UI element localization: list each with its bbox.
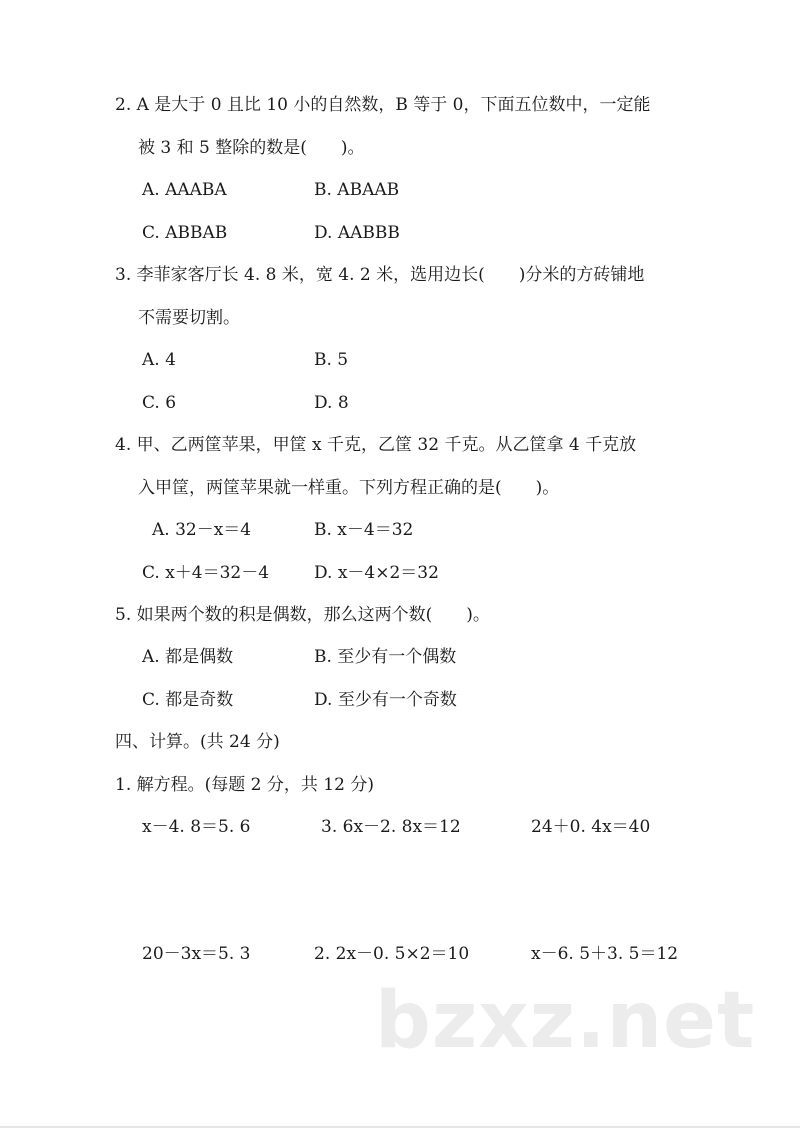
equation-6: x－6. 5＋3. 5＝12 — [531, 944, 679, 964]
equation-4: 20－3x＝5. 3 — [142, 944, 251, 964]
question-3-line-2: 不需要切割。 — [138, 308, 240, 328]
question-2-line-1: 2. A 是大于 0 且比 10 小的自然数，B 等于 0，下面五位数中，一定能 — [115, 95, 651, 115]
equation-2: 3. 6x－2. 8x＝12 — [321, 817, 461, 837]
question-3-option-a: A. 4 — [142, 350, 176, 370]
question-5-option-c: C. 都是奇数 — [142, 690, 234, 710]
equation-1: x－4. 8＝5. 6 — [142, 817, 251, 837]
section-subtitle: 1. 解方程。(每题 2 分，共 12 分) — [115, 775, 374, 795]
question-3-line-1: 3. 李菲家客厅长 4. 8 米，宽 4. 2 米，选用边长( )分米的方砖铺地 — [115, 265, 645, 285]
watermark: bzxz.net — [375, 976, 756, 1066]
equation-3: 24＋0. 4x＝40 — [531, 817, 651, 837]
page-bottom-edge — [0, 1126, 800, 1128]
question-3-option-d: D. 8 — [314, 393, 349, 413]
question-2-option-d: D. AABBB — [314, 223, 400, 243]
question-3-option-c: C. 6 — [142, 393, 177, 413]
question-2-line-2: 被 3 和 5 整除的数是( )。 — [138, 138, 365, 158]
question-4-option-a: A. 32－x＝4 — [152, 520, 252, 540]
question-5-option-d: D. 至少有一个奇数 — [314, 690, 457, 710]
question-4-option-b: B. x－4＝32 — [314, 520, 414, 540]
question-5-option-b: B. 至少有一个偶数 — [314, 647, 457, 667]
question-4-option-c: C. x＋4＝32－4 — [142, 563, 270, 583]
question-2-option-c: C. ABBAB — [142, 223, 228, 243]
question-4-line-1: 4. 甲、乙两筐苹果，甲筐 x 千克，乙筐 32 千克。从乙筐拿 4 千克放 — [115, 435, 637, 455]
section-title: 四、计算。(共 24 分) — [115, 732, 280, 752]
question-4-option-d: D. x－4×2＝32 — [314, 563, 439, 583]
equation-5: 2. 2x－0. 5×2＝10 — [314, 944, 470, 964]
question-2-option-b: B. ABAAB — [314, 180, 400, 200]
question-4-line-2: 入甲筐，两筐苹果就一样重。下列方程正确的是( )。 — [138, 478, 560, 498]
question-5-line-1: 5. 如果两个数的积是偶数，那么这两个数( )。 — [115, 605, 490, 625]
question-3-option-b: B. 5 — [314, 350, 349, 370]
question-5-option-a: A. 都是偶数 — [142, 647, 234, 667]
question-2-option-a: A. AAABA — [142, 180, 227, 200]
